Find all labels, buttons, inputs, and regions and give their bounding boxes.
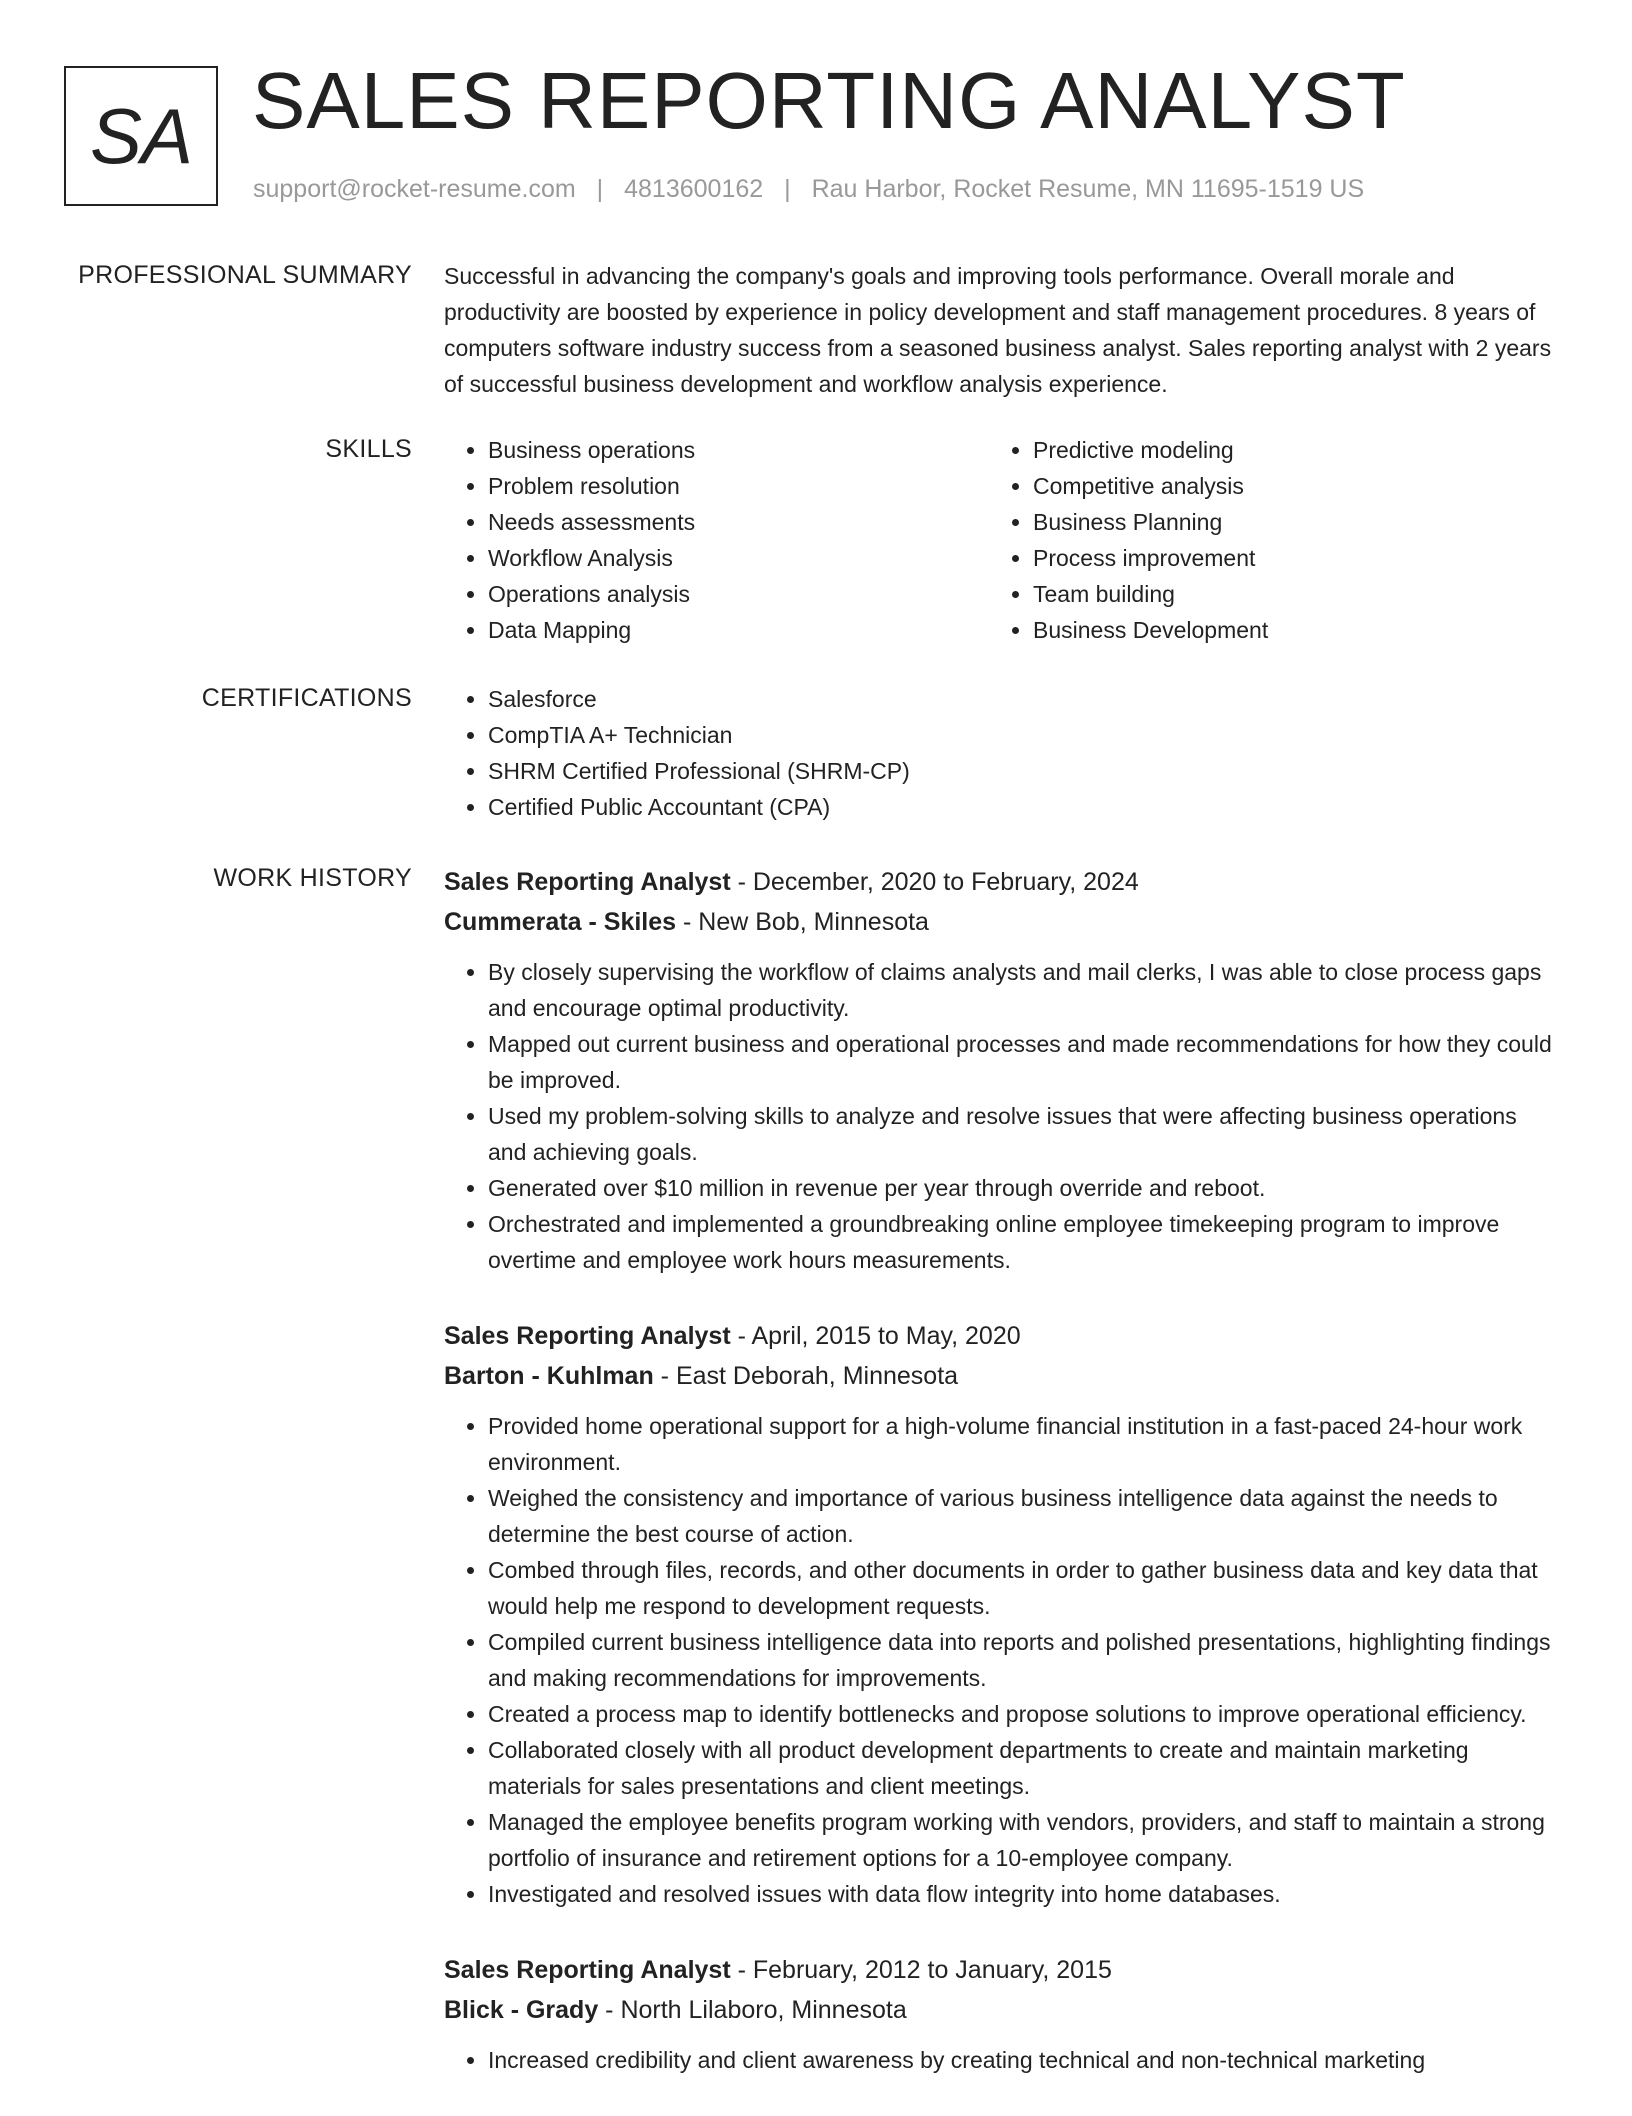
skill-item: • Predictive modeling [1033,432,1534,468]
contact-line [253,174,1364,204]
job-bullet: • Increased credibility and client awareness by creating technical and non-technical marketing [488,2042,1556,2078]
job-location: East Deborah, Minnesota [675,1362,959,1390]
job-company-line [444,902,1556,942]
job-location: New Bob, Minnesota [698,908,929,936]
job-bullet-list [444,2042,1556,2078]
job-bullet-list [444,1408,1556,1912]
contact-phone: 4813600162 [624,175,764,203]
certification-item: • Certified Public Accountant (CPA) [488,789,1556,825]
dash-separator: - [730,1956,753,1984]
skill-item: • Data Mapping [488,612,989,648]
dash-separator: - [730,868,753,896]
skills-heading: SKILLS [325,435,412,463]
job-title-line [444,862,1556,902]
skills-body [444,432,1556,648]
contact-address: Rau Harbor, Rocket Resume, MN 11695-1519 US [811,175,1365,203]
job-entry [444,862,1556,1278]
job-title-line [444,1316,1556,1356]
dash-separator: - [653,1362,676,1390]
job-company: Barton - Kuhlman [444,1362,654,1390]
job-title: Sales Reporting Analyst [444,868,731,896]
job-title-line [444,1950,1556,1990]
skills-list-left [444,432,989,648]
job-company: Cummerata - Skiles [444,908,677,936]
job-bullet: • Weighed the consistency and importance of various business intelligence data against the needs to determine the best course of action. [488,1480,1556,1552]
certifications-heading: CERTIFICATIONS [201,684,412,712]
job-bullet: • Investigated and resolved issues with data flow integrity into home databases. [488,1876,1556,1912]
dash-separator: - [730,1322,752,1350]
job-location: North Lilaboro, Minnesota [620,1996,907,2024]
job-bullet: • Managed the employee benefits program working with vendors, providers, and staff to maintain a strong portfolio of insurance and retirement options for a 10-employee company. [488,1804,1556,1876]
skill-item: • Business Development [1033,612,1534,648]
job-bullet-list [444,954,1556,1278]
skill-item: • Problem resolution [488,468,989,504]
certifications-list [444,681,1556,825]
certification-item: • SHRM Certified Professional (SHRM-CP) [488,753,1556,789]
job-bullet: • Provided home operational support for a high-volume financial institution in a fast-paced 24-hour work environment. [488,1408,1556,1480]
job-dates: February, 2012 to January, 2015 [752,1956,1112,1984]
job-company-line [444,1356,1556,1396]
skill-item: • Needs assessments [488,504,989,540]
certifications-body [444,681,1556,825]
job-dates: December, 2020 to February, 2024 [752,868,1139,896]
job-bullet: • Generated over $10 million in revenue per year through override and reboot. [488,1170,1556,1206]
job-bullet: • Combed through files, records, and other documents in order to gather business data and key data that would help me respond to development requests. [488,1552,1556,1624]
job-dates: April, 2015 to May, 2020 [751,1322,1021,1350]
work-history-heading: WORK HISTORY [213,864,412,892]
skill-item: • Workflow Analysis [488,540,989,576]
job-title: Sales Reporting Analyst [444,1956,731,1984]
skill-item: • Business Planning [1033,504,1534,540]
job-entry [444,1316,1556,1912]
job-bullet: • Orchestrated and implemented a groundbreaking online employee timekeeping program to improve overtime and employee work hours measurements. [488,1206,1556,1278]
job-bullet: • By closely supervising the workflow of claims analysts and mail clerks, I was able to close process gaps and encourage optimal productivity. [488,954,1556,1026]
job-company-line [444,1990,1556,2030]
skill-item: • Competitive analysis [1033,468,1534,504]
monogram-badge: SA [64,66,218,206]
skills-columns [444,432,1556,648]
work-history-body [444,862,1556,2116]
job-bullet: • Mapped out current business and operational processes and made recommendations for how they could be improved. [488,1026,1556,1098]
skill-item: • Operations analysis [488,576,989,612]
summary-body [444,258,1556,402]
skill-item: • Team building [1033,576,1534,612]
resume-title: SALES REPORTING ANALYST [252,56,1406,145]
job-bullet: • Collaborated closely with all product development departments to create and maintain marketing materials for sales presentations and client meetings. [488,1732,1556,1804]
certification-item: • CompTIA A+ Technician [488,717,1556,753]
skill-item: • Process improvement [1033,540,1534,576]
job-bullet: • Used my problem-solving skills to analyze and resolve issues that were affecting business operations and achieving goals. [488,1098,1556,1170]
job-title: Sales Reporting Analyst [444,1322,731,1350]
skills-list-right [989,432,1534,648]
certification-item: • Salesforce [488,681,1556,717]
contact-separator: | [784,175,791,203]
summary-heading: PROFESSIONAL SUMMARY [78,261,412,289]
job-bullet: • Created a process map to identify bottlenecks and propose solutions to improve operational efficiency. [488,1696,1556,1732]
skill-item: • Business operations [488,432,989,468]
job-entry [444,1950,1556,2078]
dash-separator: - [598,1996,621,2024]
skills-column-right [989,432,1534,648]
contact-email: support@rocket-resume.com [253,175,576,203]
dash-separator: - [676,908,699,936]
job-company: Blick - Grady [444,1996,599,2024]
skills-column-left [444,432,989,648]
summary-text: Successful in advancing the company's goals and improving tools performance. Overall morale and productivity are boosted by experience in policy development and staff management procedures. 8 years of computers software industry success from a seasoned business analyst. Sales reporting analyst with 2 years of successful business development and workflow analysis experience. [444,263,1552,397]
job-bullet: • Compiled current business intelligence data into reports and polished presentations, highlighting findings and making recommendations for improvements. [488,1624,1556,1696]
contact-separator: | [596,175,604,203]
